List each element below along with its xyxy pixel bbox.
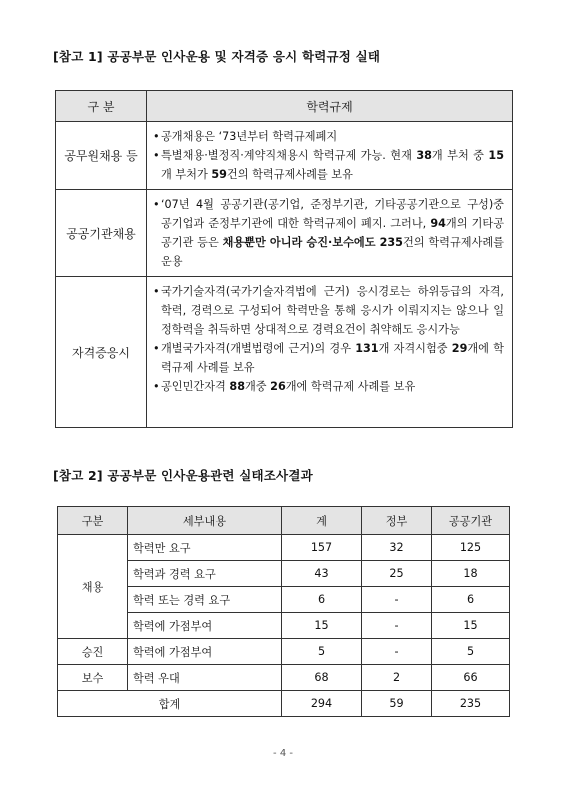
regulation-table [55, 90, 513, 428]
bullet-segment: 개별국가자격 [161, 342, 226, 355]
bullet-segment: 공인민간자격 [161, 380, 230, 393]
detail-cell: 학력만 요구 [128, 535, 282, 561]
bullet-segment: 채용뿐만 아니라 승진·보수에도 [222, 236, 380, 249]
bullet-text [161, 146, 504, 184]
bullet-marker: • [153, 130, 160, 143]
regulation-row [56, 190, 513, 277]
bullet-segment: ‘07년 4월 공공기관(공기업, 준정부기관, 기타공공기관으로 구성)중 공기업과 준정부기관에 대한 학력규제이 폐지. 그러나, [161, 198, 504, 230]
detail-cell: 학력 또는 경력 요구 [128, 587, 282, 613]
header-detail: 세부내용 [128, 507, 282, 535]
bullet-marker: • [153, 285, 160, 298]
bullet-segment: 88 [229, 380, 245, 393]
sum-public: 235 [432, 691, 510, 717]
bullet-segment: 개중 [244, 380, 271, 393]
bullet-segment: 개 부처 중 [431, 149, 489, 162]
bullet-marker: • [153, 342, 160, 355]
survey-table-body [58, 535, 510, 717]
total-cell: 5 [282, 639, 362, 665]
row-category: 공무원채용 등 [56, 122, 147, 190]
total-cell: 6 [282, 587, 362, 613]
bullet-segment: 개에 학력규제 사례를 보유 [161, 342, 504, 374]
row-body [147, 277, 513, 428]
bullet-item [153, 377, 504, 396]
bullet-segment: 59 [211, 168, 227, 181]
bullet-marker: • [153, 380, 160, 393]
survey-table [57, 506, 510, 717]
public-cell: 15 [432, 613, 510, 639]
total-cell: 157 [282, 535, 362, 561]
bullet-segment: 94 [430, 217, 446, 230]
sum-gov: 59 [362, 691, 432, 717]
bullet-text [161, 282, 504, 339]
gov-cell: 32 [362, 535, 432, 561]
detail-cell: 학력에 가점부여 [128, 639, 282, 665]
row-body [147, 122, 513, 190]
regulation-table-header [56, 91, 513, 122]
bullet-segment: (개별법령에 근거) [225, 342, 315, 355]
bullet-text [161, 377, 504, 396]
total-cell: 15 [282, 613, 362, 639]
header-gov: 정부 [362, 507, 432, 535]
bullet-segment: 26 [270, 380, 286, 393]
row-category: 자격증응시 [56, 277, 147, 428]
sum-label: 합계 [58, 691, 282, 717]
table-row [58, 665, 510, 691]
gov-cell: 2 [362, 665, 432, 691]
bullet-item [153, 195, 504, 271]
header-group: 구분 [58, 507, 128, 535]
bullet-segment: 15 [488, 149, 504, 162]
gov-cell: - [362, 613, 432, 639]
bullet-segment: 특별채용·별정직·계약직채용시 학력규제 가능. 현재 [161, 149, 417, 162]
header-category: 구 분 [56, 91, 147, 122]
group-cell: 승진 [58, 639, 128, 665]
regulation-row [56, 122, 513, 190]
detail-cell: 학력에 가점부여 [128, 613, 282, 639]
bullet-segment: 국가기술자격(국가기술자격법에 근거) 응시경로는 하위등급의 자격, 학력, 경력으로 구성되어 학력만을 통해 응시가 이뤄지지는 않으나 일정학력을 취득하면 상대적으로 경력요건이 취약해도 응시가능 [161, 285, 504, 336]
group-cell: 채용 [58, 535, 128, 639]
page-number: - 4 - [273, 748, 293, 759]
bullet-segment: 개에 학력규제 사례를 보유 [285, 380, 416, 393]
group-cell: 보수 [58, 665, 128, 691]
detail-cell: 학력 우대 [128, 665, 282, 691]
header-public: 공공기관 [432, 507, 510, 535]
gov-cell: - [362, 587, 432, 613]
row-category: 공공기관채용 [56, 190, 147, 277]
bullet-segment: 건의 학력규제사례를 운용 [161, 236, 504, 268]
header-regulation: 학력규제 [147, 91, 513, 122]
sum-row [58, 691, 510, 717]
public-cell: 5 [432, 639, 510, 665]
section2-title: [참고 2] 공공부문 인사운용관련 실태조사결과 [53, 468, 313, 483]
bullet-marker: • [153, 198, 160, 211]
table-row [58, 639, 510, 665]
gov-cell: - [362, 639, 432, 665]
section1-title: [참고 1] 공공부문 인사운용 및 자격증 응시 학력규정 실태 [53, 49, 381, 64]
bullet-segment: 공개채용은 ‘73년부터 학력규제폐지 [161, 130, 338, 143]
bullet-segment: 235 [379, 236, 403, 249]
public-cell: 18 [432, 561, 510, 587]
row-body [147, 190, 513, 277]
detail-cell: 학력과 경력 요구 [128, 561, 282, 587]
sum-total: 294 [282, 691, 362, 717]
bullet-segment: 131 [355, 342, 379, 355]
gov-cell: 25 [362, 561, 432, 587]
regulation-row [56, 277, 513, 428]
bullet-item [153, 339, 504, 377]
header-total: 계 [282, 507, 362, 535]
bullet-segment: 개 자격시험중 [378, 342, 452, 355]
bullet-segment: 38 [416, 149, 432, 162]
bullet-segment: 개의 기타공공기관 등은 [161, 217, 504, 249]
bullet-item [153, 146, 504, 184]
public-cell: 6 [432, 587, 510, 613]
bullet-text [161, 127, 504, 146]
bullet-segment: 개 부처가 [161, 168, 212, 181]
bullet-segment: 건의 학력규제사례를 보유 [226, 168, 353, 181]
bullet-text [161, 339, 504, 377]
bullet-item [153, 282, 504, 339]
public-cell: 66 [432, 665, 510, 691]
table-row [58, 535, 510, 561]
public-cell: 125 [432, 535, 510, 561]
bullet-segment: 의 경우 [314, 342, 356, 355]
bullet-text [161, 195, 504, 271]
survey-table-header [58, 507, 510, 535]
bullet-item [153, 127, 504, 146]
bullet-segment: 29 [451, 342, 468, 355]
bullet-marker: • [153, 149, 160, 162]
total-cell: 43 [282, 561, 362, 587]
total-cell: 68 [282, 665, 362, 691]
